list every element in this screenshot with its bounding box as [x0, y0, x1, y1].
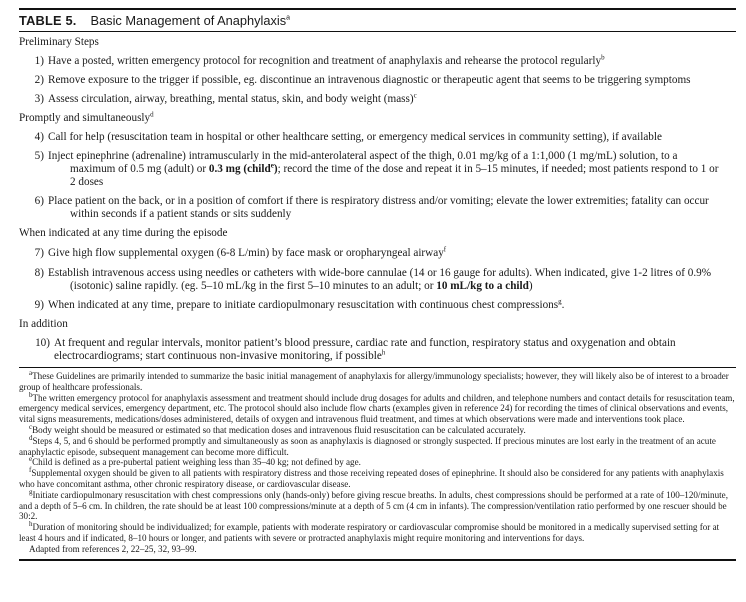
step-8-line-2 — [48, 280, 736, 293]
footnote-mark: e — [270, 161, 274, 170]
step-9-tail: . — [561, 299, 565, 311]
step-4 — [19, 131, 736, 144]
step-3 — [19, 93, 736, 106]
footnote-text: Supplemental oxygen should be given to all patients with respiratory distress and those receiving repeated doses of epinephrine. It should also be considered for any patients with anaphylaxis who have concomitant asthma, other chronic respiratory disease, or cardiovascular disease. — [19, 468, 724, 489]
table-title-string: Basic Management of Anaphylaxis — [90, 13, 287, 28]
table-title — [19, 10, 736, 31]
footnote-text: Child is defined as a pre-pubertal patient weighing less than 35–40 kg; not defined by age. — [32, 457, 361, 468]
step-text — [48, 247, 736, 260]
table-5 — [19, 8, 736, 561]
step-text — [48, 55, 736, 68]
footnote-mark: g — [558, 297, 562, 306]
step-text — [54, 337, 736, 363]
section-heading-when-indicated — [19, 227, 736, 240]
table-title-text — [91, 13, 291, 28]
step-number: 6) — [34, 195, 44, 207]
footnote-text: Duration of monitoring should be individualized; for example, patients with moderate respiratory or cardiovascular compromise should be monitored in a medically supervised setting for at least 4 hours and if indicated, 8–10 hours or longer, and patients with severe or protracted anaphylaxis might require monitoring and interventions for days. — [19, 522, 720, 543]
step-number: 10) — [35, 337, 50, 349]
footnote-d — [19, 433, 736, 458]
footnote-text: Body weight should be measured or estimated so that medication doses and intravenous fluid resuscitation can be calculated accurately. — [32, 424, 526, 435]
step-number: 1) — [34, 55, 44, 67]
step-7-text: Give high flow supplemental oxygen (6-8 L/min) by face mask or oropharyngeal airway — [48, 247, 444, 259]
step-7 — [19, 247, 736, 260]
section-heading-in-addition — [19, 318, 736, 331]
step-5-line-2 — [48, 163, 736, 176]
footnote-mark: f — [29, 466, 32, 475]
table-body — [19, 36, 736, 363]
step-text — [48, 299, 736, 312]
footnote-mark: e — [29, 455, 33, 464]
footnote-text: These Guidelines are primarily intended to summarize the basic initial management of anaphylaxis for allergy/immunology specialists; however, they will likely also be of interest to a broader group of healthcare professionals. — [19, 371, 729, 392]
footnote-a — [19, 368, 736, 393]
footnote-mark: h — [29, 520, 33, 529]
section-heading-text: In addition — [19, 318, 68, 330]
section-heading-text: Preliminary Steps — [19, 36, 99, 48]
step-text — [48, 93, 736, 106]
child-dose — [209, 163, 278, 175]
footnote-text: The written emergency protocol for anaphylaxis assessment and treatment should include drug dosages for adults and children, and telephone numbers and contact details for resuscitation team, emergency medical services, emergency department, etc. The protocol should also include flow charts (examples given in reference 24) for recording the times of clinical observations and events, vital signs measurements, medications/doses administered, details of oxygen and intravenous fluid treatment, and times at which observations were made and interventions took place. — [19, 392, 735, 425]
step-8-line-1: Establish intravenous access using needles or catheters with wide-bore cannulae (14 or 16 gauge for adults). When indicated, give 1-2 litres of 0.9% — [48, 267, 712, 279]
footnote-f — [19, 468, 736, 490]
footnote-mark: g — [29, 487, 33, 496]
footnote-g — [19, 487, 736, 522]
footnote-b — [19, 390, 736, 425]
bottom-rule — [19, 559, 736, 561]
step-number: 4) — [34, 131, 44, 143]
step-3-text: Assess circulation, airway, breathing, mental status, skin, and body weight (mass) — [48, 93, 414, 105]
step-text: Call for help (resuscitation team in hospital or other healthcare setting, or emergency medical services in community setting), if available — [48, 131, 662, 143]
step-number: 5) — [34, 150, 44, 162]
table-label: TABLE 5. — [19, 13, 77, 28]
footnote-text: Steps 4, 5, and 6 should be performed promptly and simultaneously as soon as anaphylaxis is diagnosed or strongly suspected. If precious minutes are lost early in the treatment of an acute anaphylactic episode, subsequent management can become more difficult. — [19, 435, 716, 457]
footnote-mark: c — [413, 91, 417, 100]
section-heading-text: When indicated at any time during the episode — [19, 227, 228, 239]
section-heading-promptly — [19, 112, 736, 125]
step-8-text-b: ) — [528, 280, 533, 292]
step-number: 2) — [34, 74, 44, 86]
step-2 — [19, 74, 736, 87]
step-6 — [19, 195, 736, 221]
footnote-mark: h — [381, 348, 386, 357]
footnote-mark: a — [29, 368, 33, 377]
source-note: Adapted from references 2, 22–25, 32, 93–99. — [29, 543, 197, 554]
step-10-line-1: At frequent and regular intervals, monitor patient’s blood pressure, cardiac rate and function, respiratory status and oxygenation and obtain — [54, 337, 676, 349]
step-1-text: Have a posted, written emergency protocol for recognition and treatment of anaphylaxis and rehearse the protocol regularly — [48, 55, 602, 67]
step-text — [48, 150, 736, 189]
step-8 — [19, 267, 736, 293]
footnote-mark: b — [29, 390, 33, 399]
footnote-h — [19, 522, 736, 544]
footnote-text: Initiate cardiopulmonary resuscitation with chest compressions only (hands-only) before giving rescue breaths. In adults, chest compressions should be performed at a rate of 100–120/minute, and a depth of 5–6 cm. In children, the rate should be at least 100 compressions/minute at a depth of 5 cm (4 cm in infants). The compression/ventilation ratio performed by one rescuer should be 30:2. — [19, 489, 728, 522]
step-5-line-3: 2 doses — [70, 176, 104, 188]
title-footnote-mark: a — [286, 14, 291, 22]
footnote-rule — [19, 367, 736, 368]
footnote-e — [19, 457, 736, 468]
step-number: 8) — [34, 267, 44, 279]
step-5-line-1: Inject epinephrine (adrenaline) intramuscularly in the mid-anterolateral aspect of the thigh, 0.01 mg/kg of a 1:1,000 (1 mg/mL) solution, to a — [48, 150, 678, 162]
footnote-mark: d — [150, 110, 154, 119]
step-5-text-a: maximum of 0.5 mg (adult) or — [70, 163, 207, 175]
child-dose-close: ) — [273, 163, 278, 175]
step-10-line-2 — [54, 350, 736, 363]
footnote-c — [19, 422, 736, 436]
footnote-mark: c — [29, 422, 33, 431]
step-6-line-2: within seconds if a patient stands or sits suddenly — [70, 208, 292, 220]
step-9-text: When indicated at any time, prepare to initiate cardiopulmonary resuscitation with continuous chest compressions — [48, 299, 559, 311]
section-heading-preliminary — [19, 36, 736, 49]
footnote-mark: d — [29, 433, 33, 442]
step-text — [48, 267, 736, 293]
footnote-mark: f — [443, 245, 447, 254]
step-10-text: electrocardiograms; start continuous non-invasive monitoring, if possible — [54, 350, 382, 362]
footnote-mark: b — [601, 53, 605, 62]
child-fluid-dose: 10 mL/kg to a child — [436, 280, 529, 292]
step-10 — [19, 337, 736, 363]
step-8-text-a: (isotonic) saline rapidly. (eg. 5–10 mL/kg in the first 5–10 minutes to an adult; or — [70, 280, 434, 292]
footnotes — [19, 368, 736, 555]
title-rule — [19, 31, 736, 32]
step-1 — [19, 55, 736, 68]
step-5 — [19, 150, 736, 189]
step-5-text-b: ; record the time of the dose and repeat it in 5–15 minutes, if needed; most patients respond to 1 or — [277, 163, 719, 175]
step-9 — [19, 299, 736, 312]
step-6-line-1: Place patient on the back, or in a position of comfort if there is respiratory distress and/or vomiting; elevate the lower extremities; fatality can occur — [48, 195, 709, 207]
section-heading-text: Promptly and simultaneously — [19, 112, 151, 124]
child-dose-text: 0.3 mg (child — [208, 163, 271, 175]
step-number: 3) — [34, 93, 44, 105]
step-number: 7) — [34, 247, 44, 259]
step-number: 9) — [34, 299, 44, 311]
step-text: Remove exposure to the trigger if possible, eg. discontinue an intravenous diagnostic or therapeutic agent that seems to be triggering symptoms — [48, 74, 691, 86]
step-text — [48, 195, 736, 221]
